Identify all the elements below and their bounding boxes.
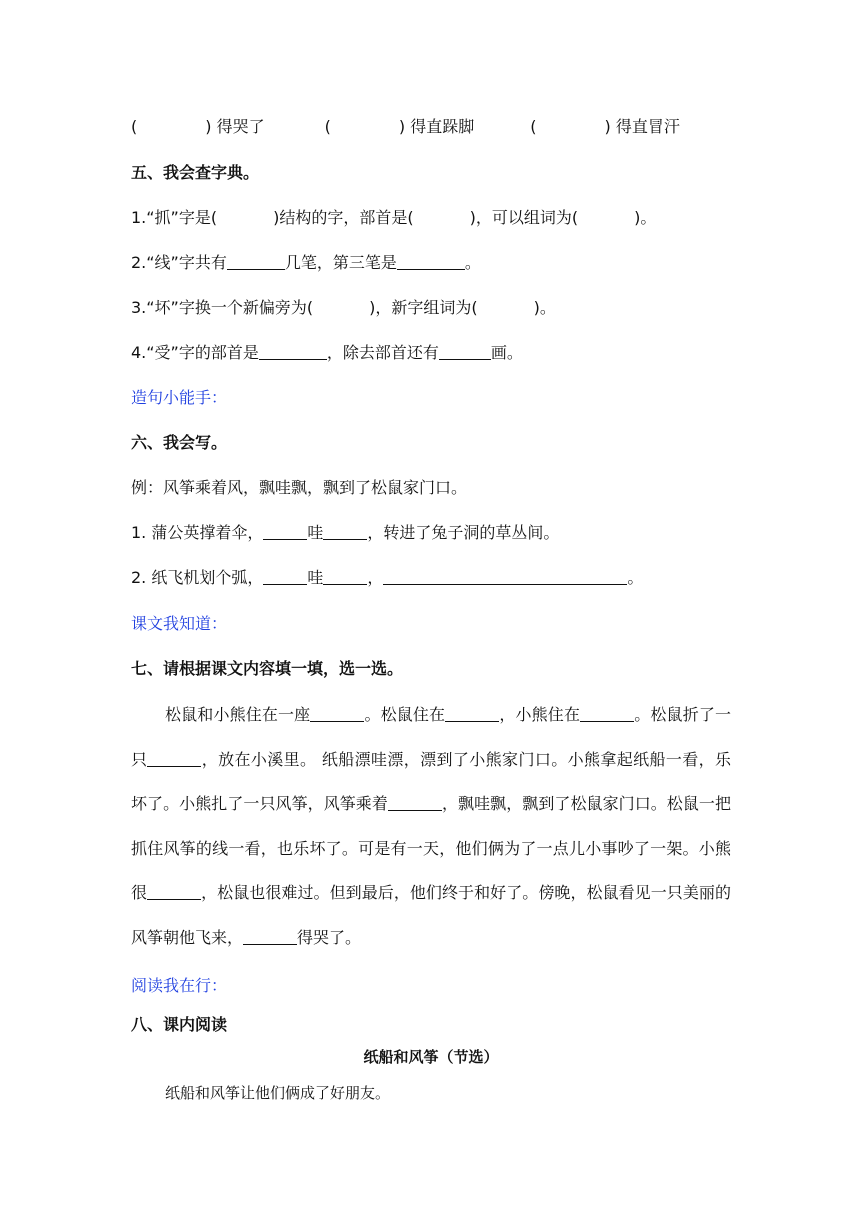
section-title: 七、请根据课文内容填一填，选一选。 bbox=[131, 659, 404, 678]
category-label: 课文我知道： bbox=[131, 614, 228, 633]
question-5-3: 3.“坏”字换一个新偏旁为( )，新字组词为( )。 bbox=[131, 298, 556, 317]
passage-title: 纸船和风筝（节选） bbox=[363, 1048, 499, 1066]
section-title: 八、课内阅读 bbox=[131, 1015, 228, 1034]
paren-open: ( bbox=[131, 117, 138, 136]
fill-blank[interactable] bbox=[227, 253, 285, 270]
question-5-4: 4.“受”字的部首是 ，除去部首还有 画。 bbox=[131, 343, 523, 362]
fill-blank[interactable] bbox=[323, 523, 367, 540]
fill-blank[interactable] bbox=[323, 568, 367, 585]
question-5-1: 1.“抓”字是( )结构的字，部首是( )，可以组词为( )。 bbox=[131, 208, 657, 227]
fill-row-parentheses bbox=[131, 116, 680, 138]
section-title: 六、我会写。 bbox=[131, 433, 228, 452]
fill-blank[interactable] bbox=[243, 928, 297, 945]
fill-blank[interactable] bbox=[147, 750, 201, 767]
question-6-1: 1. 蒲公英撑着伞， 哇 ，转进了兔子洞的草丛间。 bbox=[131, 523, 560, 542]
category-label: 造句小能手： bbox=[131, 388, 228, 407]
fill-blank[interactable] bbox=[397, 253, 465, 270]
phrase-text: 得直跺脚 bbox=[410, 117, 475, 136]
fill-blank[interactable] bbox=[580, 705, 634, 722]
phrase-text: 得直冒汗 bbox=[615, 117, 680, 136]
paren-close: ) bbox=[398, 117, 406, 136]
paren-open: ( bbox=[324, 117, 331, 136]
fill-blank[interactable] bbox=[439, 343, 491, 360]
cloze-paragraph: 松鼠和小熊住在一座 。松鼠住在 ，小熊住在 。松鼠折了一只 ，放在小溪里。 纸船漂哇漂，漂到了小熊家门口。小熊拿起纸船一看，乐坏了。小熊扎了一只风筝，风筝乘着 ，飘哇飘，飘到了松鼠家门口。松鼠一把抓住风筝的线一看，也乐坏了。可是有一天，他们俩为了一点儿小事吵了一架。小熊很 ，松鼠也很难过。但到最后，他们终于和好了。傍晚，松鼠看见一只美丽的风筝朝他飞来， 得哭了。 bbox=[131, 705, 731, 947]
fill-blank[interactable] bbox=[147, 883, 201, 900]
fill-blank[interactable] bbox=[263, 523, 307, 540]
fill-blank[interactable] bbox=[259, 343, 327, 360]
example-sentence: 例：风筝乘着风，飘哇飘，飘到了松鼠家门口。 bbox=[131, 478, 468, 497]
fill-blank[interactable] bbox=[445, 705, 499, 722]
paren-close: ) bbox=[604, 117, 611, 136]
fill-blank[interactable] bbox=[383, 568, 627, 585]
paren-close: ) bbox=[205, 117, 212, 136]
passage-line: 纸船和风筝让他们俩成了好朋友。 bbox=[165, 1084, 391, 1102]
question-5-2: 2.“线”字共有 几笔，第三笔是 。 bbox=[131, 253, 481, 272]
fill-blank[interactable] bbox=[388, 794, 442, 811]
fill-blank[interactable] bbox=[310, 705, 364, 722]
category-label: 阅读我在行： bbox=[131, 976, 228, 995]
fill-blank[interactable] bbox=[263, 568, 307, 585]
paren-open: ( bbox=[530, 117, 537, 136]
question-6-2: 2. 纸飞机划个弧， 哇 ， 。 bbox=[131, 568, 644, 587]
phrase-text: 得哭了 bbox=[216, 117, 265, 136]
section-title: 五、我会查字典。 bbox=[131, 163, 260, 182]
